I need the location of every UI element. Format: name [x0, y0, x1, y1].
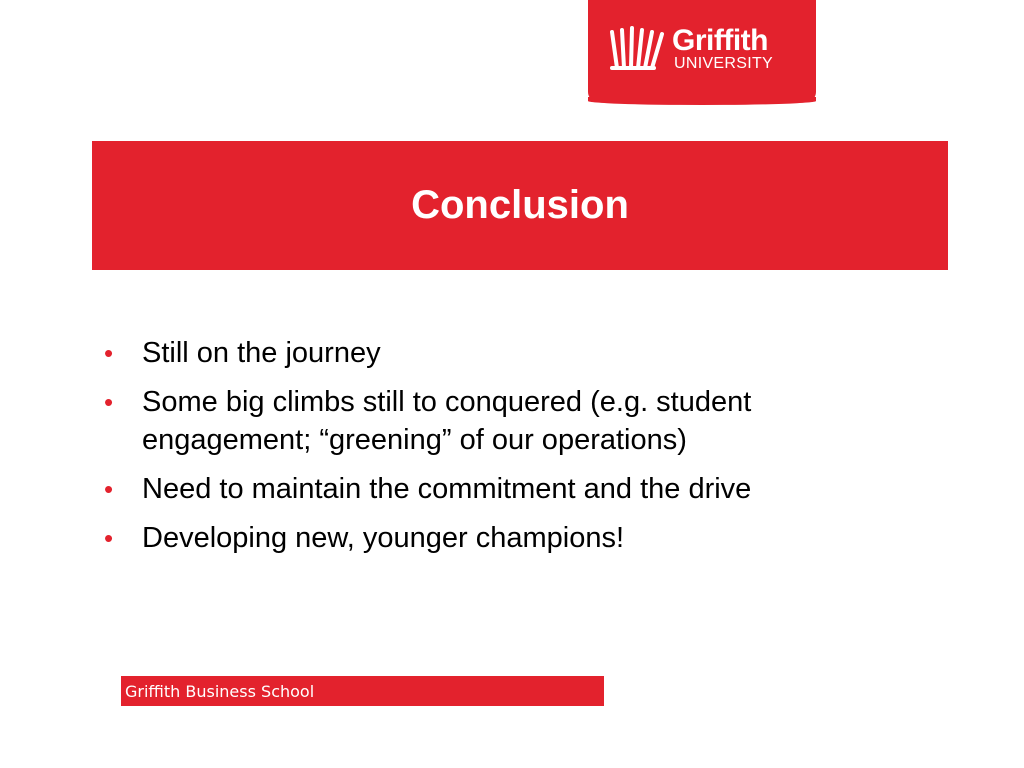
footer-band: [121, 676, 604, 706]
bullet-list: [104, 334, 904, 568]
bullet-dot-icon: •: [104, 474, 114, 504]
bullet-dot-icon: •: [104, 387, 114, 417]
logo-subtitle: UNIVERSITY: [674, 55, 774, 72]
bullet-item: [104, 470, 904, 508]
bullet-text: Some big climbs still to conquered (e.g. student engagement; “greening” of our operations): [142, 386, 752, 456]
logo-wordmark: Griffith: [672, 24, 768, 57]
bullet-text: Developing new, younger champions!: [142, 522, 625, 554]
bullet-text: Still on the journey: [142, 337, 381, 369]
bullet-item: [104, 383, 904, 459]
bullet-text: Need to maintain the commitment and the drive: [142, 473, 752, 505]
title-band: [92, 141, 948, 270]
footer-label: Griffith Business School: [125, 681, 315, 701]
bullet-item: [104, 519, 904, 557]
bullet-dot-icon: •: [104, 523, 114, 553]
bullet-dot-icon: •: [104, 338, 114, 368]
bullet-item: [104, 334, 904, 372]
university-logo-icon: [608, 26, 666, 74]
slide-title: Conclusion: [411, 183, 629, 227]
